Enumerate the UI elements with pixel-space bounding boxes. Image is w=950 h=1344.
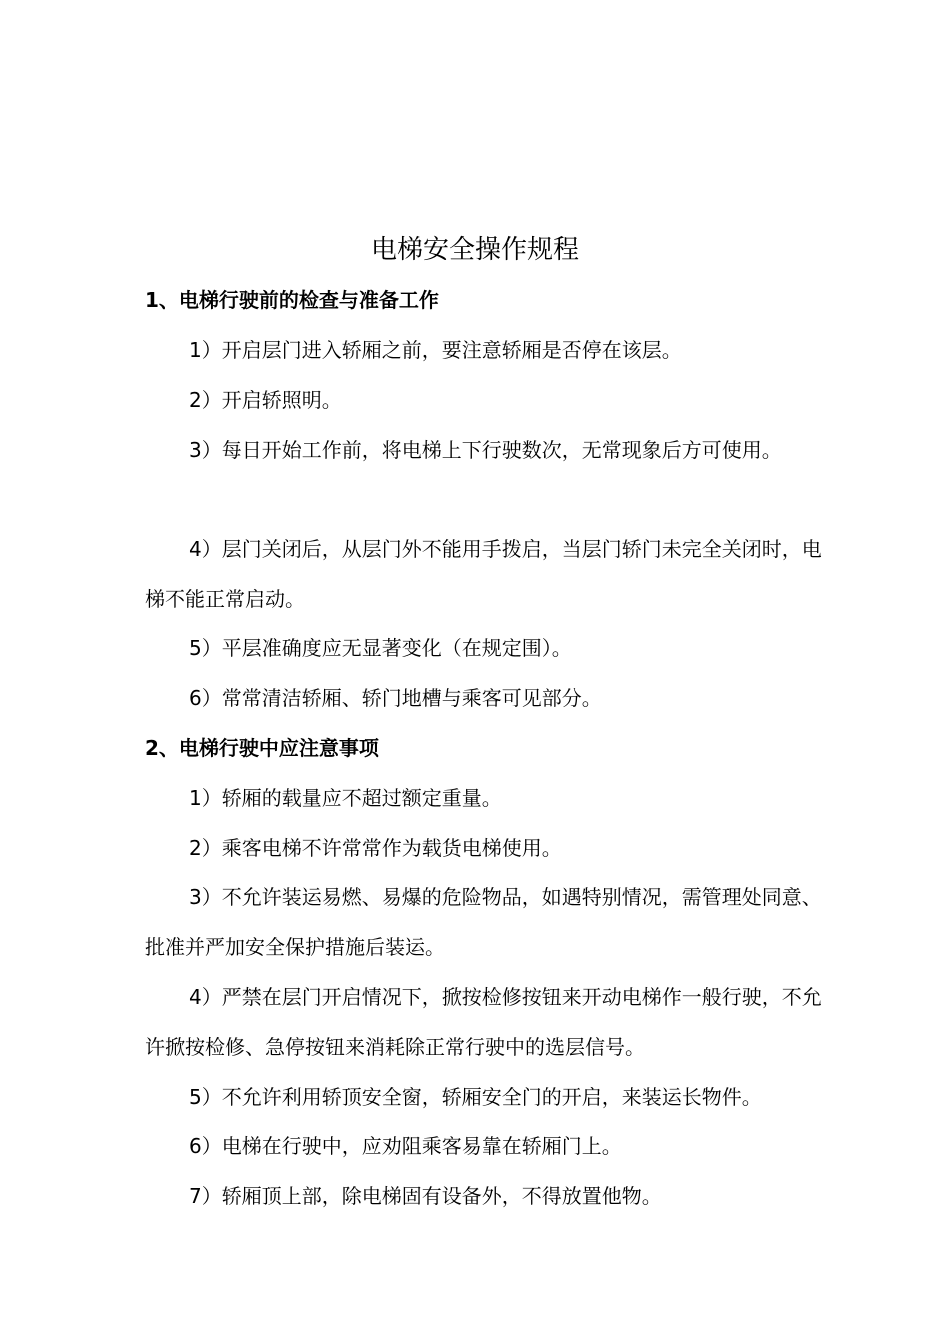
list-item: 6）电梯在行驶中，应劝阻乘客易靠在轿厢门上。 — [189, 1134, 622, 1158]
list-item: 5）不允许利用轿顶安全窗，轿厢安全门的开启，来装运长物件。 — [189, 1085, 762, 1109]
list-item: 3）每日开始工作前，将电梯上下行驶数次，无常现象后方可使用。 — [189, 438, 782, 462]
list-item: 1）轿厢的载量应不超过额定重量。 — [189, 786, 502, 810]
section-heading-2: 2、电梯行驶中应注意事项 — [145, 736, 379, 760]
list-item: 6）常常清洁轿厢、轿门地槽与乘客可见部分。 — [189, 686, 602, 710]
section-heading-1: 1、电梯行驶前的检查与准备工作 — [145, 288, 439, 312]
list-item: 4）严禁在层门开启情况下，掀按检修按钮来开动电梯作一般行驶，不允许掀按检修、急停按钮来消耗除正常行驶中的选层信号。 — [145, 985, 822, 1059]
list-item: 7）轿厢顶上部，除电梯固有设备外，不得放置他物。 — [189, 1184, 662, 1208]
list-item: 2）乘客电梯不许常常作为载货电梯使用。 — [189, 836, 562, 860]
list-item: 2）开启轿照明。 — [189, 388, 342, 412]
document-title: 电梯安全操作规程 — [370, 235, 579, 265]
list-item: 4）层门关闭后，从层门外不能用手拨启，当层门轿门未完全关闭时，电梯不能正常启动。 — [145, 537, 822, 611]
list-item: 5）平层准确度应无显著变化（在规定围）。 — [189, 636, 572, 660]
list-item: 1）开启层门进入轿厢之前，要注意轿厢是否停在该层。 — [189, 338, 682, 362]
list-item: 3）不允许装运易燃、易爆的危险物品，如遇特别情况，需管理处同意、批准并严加安全保护措施后装运。 — [145, 885, 822, 959]
